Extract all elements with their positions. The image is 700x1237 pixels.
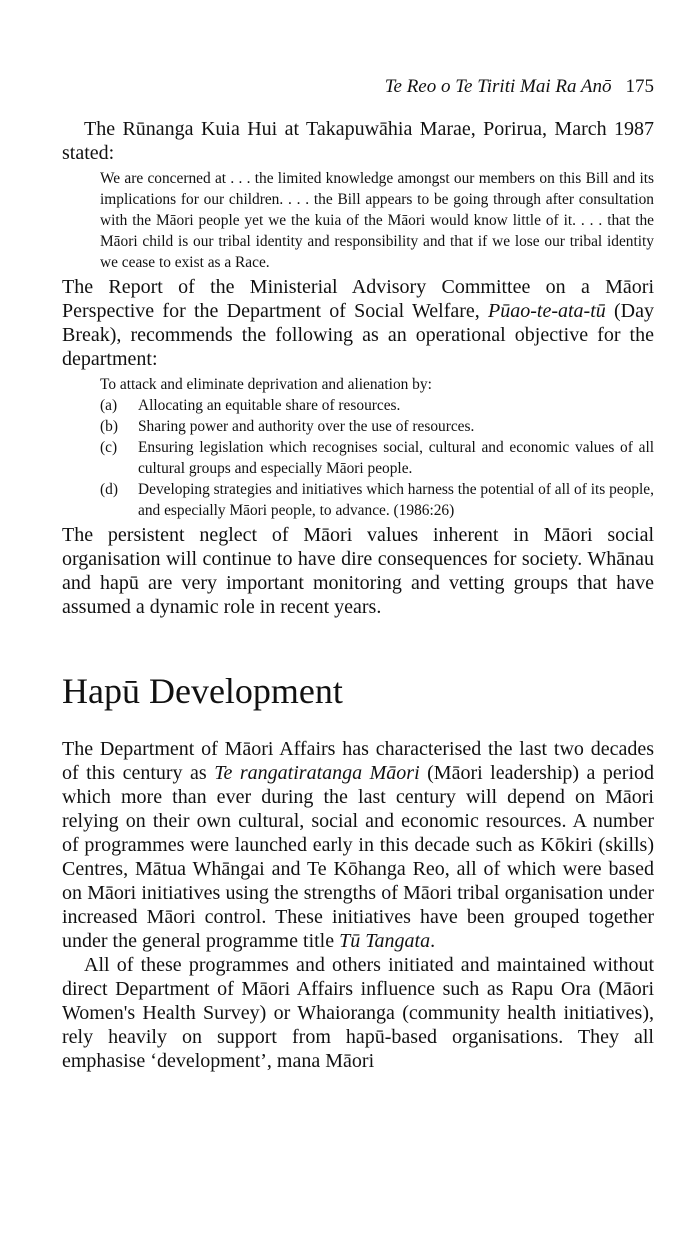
list-item-label: (b): [100, 418, 118, 435]
department-text-before: The Department of Māori Affairs has characterised the last two decades of this century as: [62, 738, 654, 784]
page-body: [62, 0, 654, 1073]
paragraph-report: [62, 275, 654, 371]
page-number: 175: [625, 76, 654, 97]
objectives-list: [62, 395, 654, 521]
list-item-label: (d): [100, 481, 118, 498]
list-item-text: Ensuring legislation which recognises social, cultural and economic values of all cultural groups and especially Māori people.: [138, 439, 654, 477]
section-heading: Hapū Development: [62, 671, 343, 711]
list-item: [62, 479, 654, 521]
department-italic-leadership: Te rangatiratanga Māori: [214, 762, 420, 784]
report-text-after: (Day Break), recommends the following as an operational objective for the department:: [62, 300, 654, 370]
paragraph-neglect: The persistent neglect of Māori values inherent in Māori social organisation will continue to have dire consequences for society. Whānau and hapū are very important monitoring and vetting groups that have assumed a dynamic role in recent years.: [62, 524, 654, 618]
quote-kuia: We are concerned at . . . the limited knowledge amongst our members on this Bill and its implications for our children. . . . the Bill appears to be going through after consultation with the Māori people yet we the kuia of the Māori would know little of it. . . . that the Māori child is our tribal identity and responsibility and that if we lose our tribal identity we cease to exist as a Race.: [100, 170, 654, 271]
list-item: [62, 395, 654, 416]
department-italic-programme: Tū Tangata: [339, 930, 431, 952]
list-item-label: (c): [100, 439, 118, 456]
department-text-after: .: [430, 930, 436, 952]
report-text-before: The Report of the Ministerial Advisory Committee on a Māori Perspective for the Department of Social Welfare,: [62, 276, 654, 322]
paragraph-runanga: The Rūnanga Kuia Hui at Takapuwāhia Marae, Porirua, March 1987 stated:: [62, 118, 654, 164]
list-item-text: Sharing power and authority over the use of resources.: [138, 418, 475, 435]
report-title: Pūao-te-ata-tū: [488, 300, 606, 322]
paragraph-programmes: All of these programmes and others initiated and maintained without direct Department of Māori Affairs influence such as Rapu Ora (Māori Women's Health Survey) or Whaioranga (community health initiatives), rely heavily on support from hapū-based organisations. They all emphasise ‘development’, mana Māori: [62, 954, 654, 1072]
running-title: Te Reo o Te Tiriti Mai Ra Anō: [384, 76, 612, 97]
list-intro: To attack and eliminate deprivation and alienation by:: [100, 376, 432, 393]
list-item: [62, 437, 654, 479]
list-item: [62, 416, 654, 437]
department-text-middle: (Māori leadership) a period which more than ever during the last century will depend on Māori relying on their own cultural, social and economic resources. A number of programmes were launched early in this decade such as Kōkiri (skills) Centres, Mātua Whāngai and Te Kōhanga Reo, all of which were based on Māori initiatives using the strengths of Māori tribal organisation under increased Māori control. These initiatives have been grouped together under the general programme title: [62, 762, 655, 952]
list-item-text: Developing strategies and initiatives which harness the potential of all of its people, and especially Māori people, to advance. (1986:26): [138, 481, 654, 519]
list-item-label: (a): [100, 397, 118, 414]
list-item-text: Allocating an equitable share of resources.: [138, 397, 401, 414]
paragraph-department: [62, 737, 654, 953]
